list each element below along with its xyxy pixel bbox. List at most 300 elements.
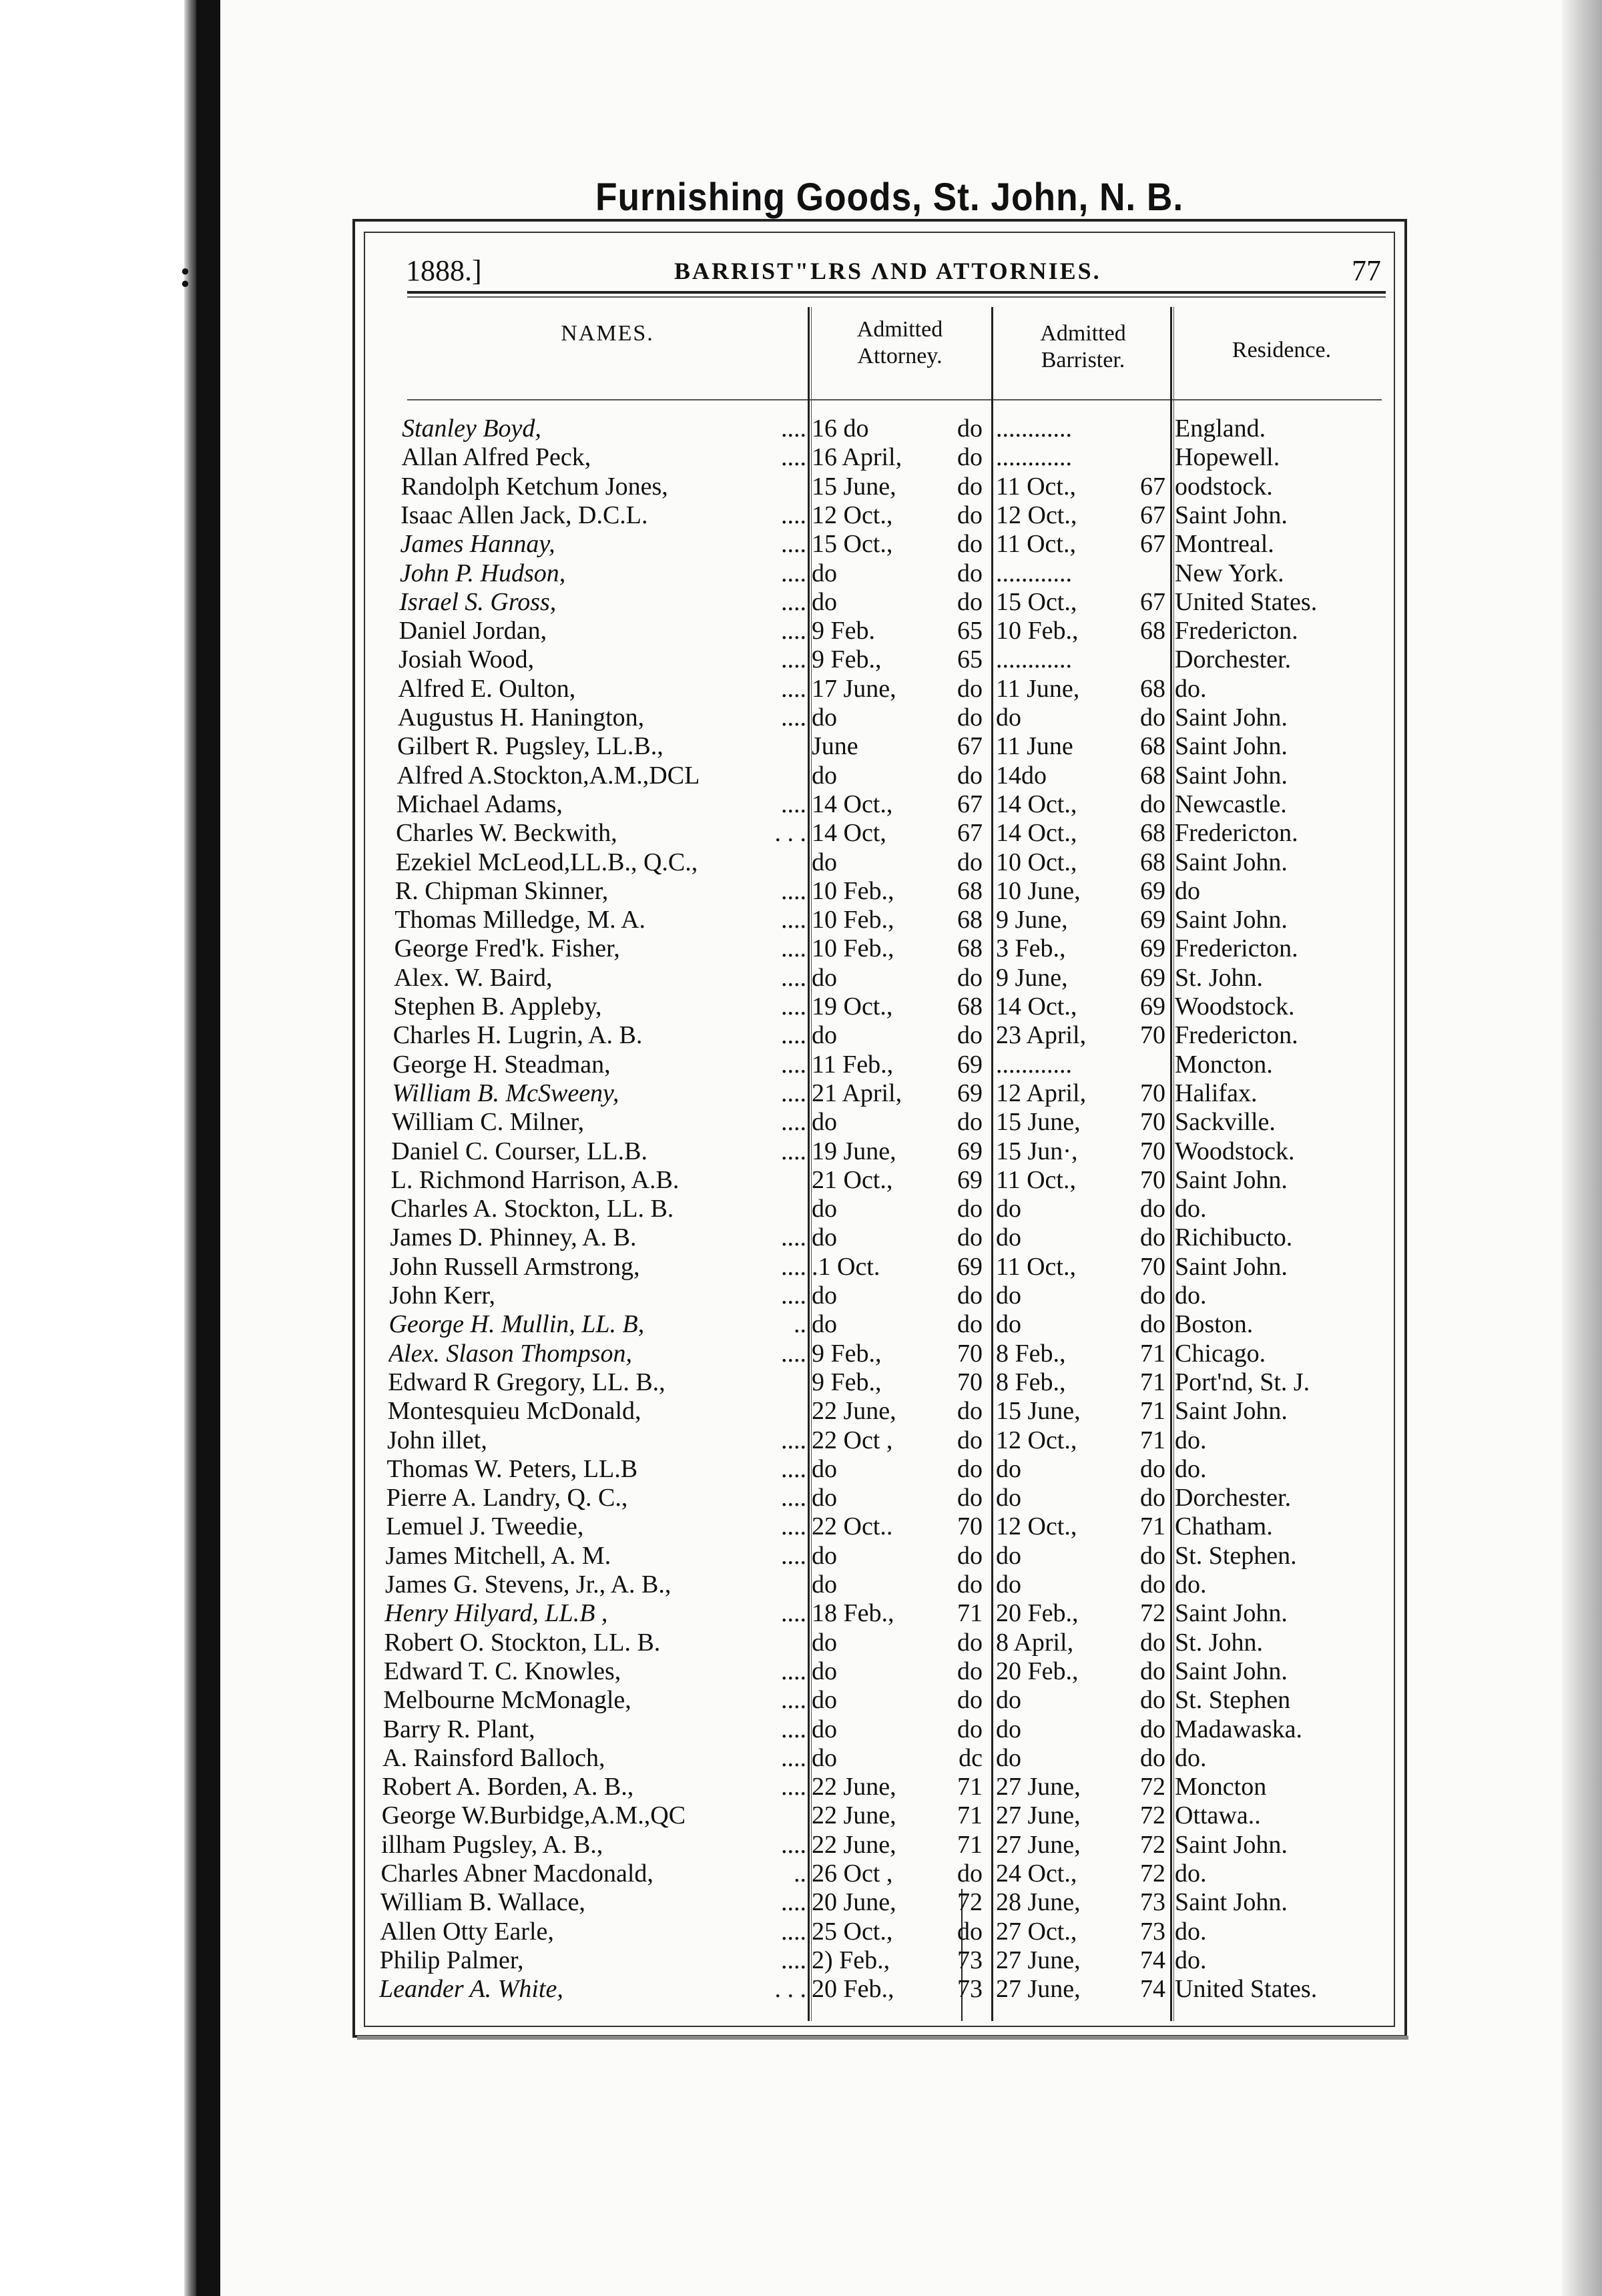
table-row [0, 761, 1602, 790]
attorney-name: Randolph Ketchum Jones, [400, 472, 668, 501]
leader-dots: .... [781, 1512, 806, 1541]
attorney-admission-year: do [957, 1397, 983, 1426]
frame-bottom-rule [357, 2036, 1408, 2040]
attorney-name: John Russell Armstrong, [389, 1252, 640, 1281]
attorney-admission-year: do [957, 1281, 983, 1310]
barrister-admission-date: 10 Oct., [996, 848, 1077, 876]
table-row [0, 1946, 1602, 1975]
attorney-name: Stanley Boyd, [402, 414, 541, 443]
table-row [0, 1512, 1602, 1541]
barrister-admission-date: 28 June, [996, 1888, 1081, 1917]
barrister-admission-year: do [1140, 1570, 1165, 1599]
residence: Saint John. [1175, 906, 1288, 934]
attorney-name: Charles H. Lugrin, A. B. [392, 1021, 643, 1050]
residence: do [1175, 876, 1200, 905]
attorney-admission-date: 20 June, [812, 1888, 896, 1917]
barrister-admission-date: 27 June, [996, 1830, 1081, 1859]
residence: Fredericton. [1175, 934, 1298, 963]
attorney-admission-date: 15 Oct., [812, 530, 893, 559]
table-row [0, 1223, 1602, 1252]
barrister-admission-date: 27 Oct., [996, 1917, 1077, 1946]
table-row [0, 905, 1602, 934]
barrister-admission-date: 27 June, [996, 1946, 1081, 1974]
table-row [0, 1396, 1602, 1426]
attorney-admission-year: do [957, 1195, 983, 1223]
barrister-admission-date: 12 Oct., [996, 501, 1077, 529]
barrister-admission-year: do [1140, 1628, 1165, 1657]
leader-dots: .... [781, 1252, 806, 1281]
attorney-admission-year: do [957, 1223, 983, 1252]
attorney-admission-date: do [812, 1657, 837, 1685]
attorney-admission-year: 71 [957, 1801, 983, 1830]
residence: Halifax. [1175, 1079, 1258, 1107]
barrister-admission-date: ............ [996, 1050, 1072, 1079]
leader-dots: .... [781, 1050, 806, 1079]
attorney-admission-date: do [812, 1570, 837, 1599]
residence: Chatham. [1175, 1512, 1273, 1541]
leader-dots: .... [781, 501, 806, 529]
residence: Dorchester. [1175, 645, 1292, 674]
attorney-admission-year: do [957, 1715, 983, 1743]
table-row [0, 616, 1602, 645]
residence: do. [1175, 1454, 1207, 1483]
barrister-admission-date: 9 June, [996, 963, 1068, 992]
attorney-admission-year: 69 [957, 1079, 983, 1107]
barrister-admission-year: 70 [1140, 1079, 1165, 1107]
residence: Boston. [1175, 1310, 1254, 1339]
table-row [0, 934, 1602, 963]
attorney-admission-date: 9 Feb., [812, 1339, 882, 1368]
attorney-admission-year: do [957, 1108, 983, 1137]
attorney-admission-year: 70 [957, 1368, 983, 1396]
attorney-admission-year: do [957, 1426, 983, 1454]
barrister-admission-date: 20 Feb., [996, 1599, 1079, 1628]
residence: Moncton. [1175, 1050, 1273, 1079]
attorney-admission-date: 19 June, [812, 1137, 896, 1165]
residence: England. [1175, 414, 1266, 443]
barrister-admission-year: 67 [1140, 472, 1165, 501]
barrister-admission-date: 11 Oct., [996, 530, 1076, 559]
attorney-admission-date: do [812, 559, 837, 587]
barrister-admission-year: 68 [1140, 732, 1165, 761]
barrister-admission-date: ............ [996, 645, 1072, 674]
leader-dots: .... [781, 992, 806, 1021]
attorney-name: Robert A. Borden, A. B., [382, 1773, 634, 1801]
barrister-admission-date: 27 June, [996, 1975, 1081, 2004]
page-number: 77 [1352, 254, 1381, 287]
barrister-admission-year: 72 [1140, 1599, 1165, 1628]
attorney-admission-year: do [957, 761, 983, 790]
table-row [0, 1252, 1602, 1281]
attorney-name: John P. Hudson, [399, 559, 566, 587]
attorney-admission-year: do [957, 1454, 983, 1483]
barrister-admission-year: 74 [1140, 1946, 1165, 1974]
attorney-admission-year: do [957, 1657, 983, 1685]
attorney-admission-year: 67 [957, 790, 983, 818]
attorney-admission-year: do [957, 1541, 983, 1570]
attorney-name: John illet, [386, 1426, 487, 1454]
barrister-admission-date: ............ [996, 414, 1072, 443]
residence: do. [1175, 674, 1207, 703]
attorney-name: Michael Adams, [396, 790, 563, 818]
attorney-name: Philip Palmer, [379, 1946, 524, 1974]
attorney-admission-date: 22 June, [812, 1773, 896, 1801]
residence: Saint John. [1175, 1397, 1288, 1426]
barrister-admission-year: 70 [1140, 1252, 1165, 1281]
barrister-admission-date: 12 April, [996, 1079, 1087, 1107]
barrister-admission-year: do [1140, 1310, 1165, 1339]
attorney-admission-date: do [812, 1310, 837, 1339]
leader-dots: .... [781, 906, 806, 934]
table-row [0, 1859, 1602, 1888]
leader-dots: .... [781, 1021, 806, 1050]
residence: Saint John. [1175, 1599, 1288, 1628]
attorney-admission-date: June [812, 732, 858, 761]
barrister-admission-year: do [1140, 1195, 1165, 1223]
barrister-admission-date: 8 Feb., [996, 1368, 1066, 1396]
residence: St. Stephen [1175, 1686, 1291, 1715]
table-row [0, 1426, 1602, 1455]
table-row [0, 1974, 1602, 2004]
attorney-name: William B. Wallace, [380, 1888, 585, 1917]
table-row [0, 472, 1602, 501]
table-row [0, 1599, 1602, 1628]
barrister-admission-year: 72 [1140, 1773, 1165, 1801]
table-row [0, 1685, 1602, 1715]
attorney-name: Leander A. White, [379, 1975, 563, 2004]
barrister-admission-year: 69 [1140, 934, 1165, 963]
attorney-admission-date: 2) Feb., [812, 1946, 890, 1974]
barrister-admission-year: 68 [1140, 674, 1165, 703]
attorney-admission-date: 19 Oct., [812, 992, 893, 1021]
barrister-admission-year: 74 [1140, 1975, 1165, 2004]
barrister-admission-year: do [1140, 1484, 1165, 1512]
attorney-admission-date: 18 Feb., [812, 1599, 894, 1628]
attorney-name: George W.Burbidge,A.M.,QC [381, 1801, 686, 1830]
barrister-admission-date: do [996, 1454, 1021, 1483]
attorney-admission-date: 11 Feb., [812, 1050, 894, 1079]
leader-dots: .... [781, 703, 806, 732]
table-row [0, 1368, 1602, 1397]
table-row [0, 848, 1602, 877]
residence: do. [1175, 1946, 1207, 1974]
barrister-admission-year: 68 [1140, 819, 1165, 848]
leader-dots: .... [781, 617, 806, 645]
barrister-admission-year: do [1140, 1541, 1165, 1570]
barrister-admission-year: 70 [1140, 1137, 1165, 1165]
attorney-admission-date: do [812, 1223, 837, 1252]
table-row [0, 1107, 1602, 1137]
attorney-admission-year: 65 [957, 617, 983, 645]
barrister-admission-date: do [996, 1223, 1021, 1252]
barrister-admission-date: do [996, 1743, 1021, 1772]
attorney-admission-date: 20 Feb., [812, 1975, 894, 2004]
attorney-admission-date: 26 Oct , [812, 1859, 893, 1888]
table-row [0, 1454, 1602, 1484]
attorney-name: Edward T. C. Knowles, [383, 1657, 621, 1685]
barrister-admission-year: 69 [1140, 992, 1165, 1021]
attorney-admission-year: 69 [957, 1165, 983, 1194]
barrister-admission-date: do [996, 1195, 1021, 1223]
attorney-admission-year: 73 [957, 1975, 983, 2004]
attorney-admission-year: 71 [957, 1830, 983, 1859]
residence: Chicago. [1175, 1339, 1266, 1368]
attorney-name: Alex. W. Baird, [394, 963, 553, 992]
barrister-admission-date: 14 Oct., [996, 819, 1077, 848]
attorney-admission-year: do [957, 1021, 983, 1050]
attorney-name: Daniel C. Courser, LL.B. [391, 1137, 647, 1165]
table-row [0, 559, 1602, 588]
barrister-admission-year: 70 [1140, 1108, 1165, 1137]
table-row [0, 703, 1602, 732]
residence: Newcastle. [1175, 790, 1287, 818]
leader-dots: .... [781, 790, 806, 818]
attorney-admission-date: do [812, 963, 837, 992]
attorney-name: illham Pugsley, A. B., [381, 1830, 603, 1859]
attorney-admission-year: do [957, 1570, 983, 1599]
attorney-admission-date: do [812, 1021, 837, 1050]
column-header-names: NAMES. [561, 321, 654, 346]
attorney-admission-year: 65 [957, 645, 983, 674]
barrister-admission-year: 67 [1140, 501, 1165, 529]
barrister-admission-date: 12 Oct., [996, 1512, 1077, 1541]
barrister-admission-date: 24 Oct., [996, 1859, 1077, 1888]
attorney-admission-year: do [957, 530, 983, 559]
table-row [0, 1281, 1602, 1310]
table-row [0, 1339, 1602, 1368]
attorney-admission-year: 69 [957, 1252, 983, 1281]
residence: Woodstock. [1175, 992, 1295, 1021]
residence: do. [1175, 1743, 1207, 1772]
header-rule-thin [407, 296, 1386, 298]
attorney-admission-date: 16 do [812, 414, 869, 443]
leader-dots: .... [781, 934, 806, 963]
residence: Saint John. [1175, 848, 1288, 876]
table-row [0, 1888, 1602, 1917]
residence: do. [1175, 1570, 1207, 1599]
barrister-admission-date: 11 Oct., [996, 1165, 1076, 1194]
barrister-admission-year: 69 [1140, 963, 1165, 992]
residence: do. [1175, 1859, 1207, 1888]
attorney-admission-date: 9 Feb., [812, 1368, 882, 1396]
residence: Fredericton. [1175, 1021, 1298, 1050]
column-header-residence: Residence. [1232, 338, 1332, 362]
attorney-admission-date: do [812, 1108, 837, 1137]
attorney-name: Thomas W. Peters, LL.B [386, 1454, 638, 1483]
attorney-name: Thomas Milledge, M. A. [394, 906, 646, 934]
barrister-admission-date: do [996, 1686, 1021, 1715]
attorney-admission-year: 69 [957, 1050, 983, 1079]
attorney-admission-date: 22 June, [812, 1397, 896, 1426]
barrister-admission-date: 10 June, [996, 876, 1081, 905]
attorney-name: Daniel Jordan, [398, 617, 547, 645]
barrister-admission-year: do [1140, 790, 1165, 818]
barrister-admission-date: 8 April, [996, 1628, 1074, 1657]
table-row [0, 790, 1602, 819]
attorney-name: Edward R Gregory, LL. B., [388, 1368, 665, 1396]
attorney-admission-year: do [957, 674, 983, 703]
attorney-name: Allan Alfred Peck, [401, 443, 591, 472]
attorney-admission-year: do [957, 1917, 983, 1946]
attorney-name: George Fred'k. Fisher, [394, 934, 620, 963]
attorney-admission-date: do [812, 1195, 837, 1223]
attorney-admission-year: 68 [957, 876, 983, 905]
leader-dots: .... [781, 1079, 806, 1107]
residence: Saint John. [1175, 1165, 1288, 1194]
barrister-admission-year: 68 [1140, 617, 1165, 645]
leader-dots: .. [794, 1310, 806, 1339]
table-row [0, 732, 1602, 761]
column-header-attorney-line1: Admitted [856, 317, 943, 342]
leader-dots: .... [781, 1223, 806, 1252]
attorney-admission-date: do [812, 1715, 837, 1743]
leader-dots: .... [781, 645, 806, 674]
attorney-admission-date: 22 Oct , [812, 1426, 893, 1454]
leader-dots: .... [781, 1541, 806, 1570]
table-row [0, 963, 1602, 992]
column-header-attorney [810, 316, 990, 370]
barrister-admission-year: 72 [1140, 1859, 1165, 1888]
attorney-admission-date: 9 Feb., [812, 645, 882, 674]
leader-dots: .... [781, 1830, 806, 1859]
attorney-name: Robert O. Stockton, LL. B. [384, 1628, 661, 1657]
attorney-admission-year: 71 [957, 1599, 983, 1628]
barrister-admission-year: do [1140, 1743, 1165, 1772]
barrister-admission-year: do [1140, 1686, 1165, 1715]
attorney-admission-year: do [957, 501, 983, 529]
leader-dots: .. [794, 1859, 806, 1888]
residence: St. Stephen. [1175, 1541, 1297, 1570]
residence: United States. [1175, 1975, 1318, 2004]
leader-dots: .... [781, 1888, 806, 1917]
barrister-admission-date: do [996, 1310, 1021, 1339]
residence: Richibucto. [1175, 1223, 1293, 1252]
attorney-name: Alex. Slason Thompson, [388, 1339, 633, 1368]
attorney-admission-year: 69 [957, 1137, 983, 1165]
barrister-admission-year: do [1140, 1454, 1165, 1483]
barrister-admission-year: do [1140, 1281, 1165, 1310]
table-row [0, 1657, 1602, 1686]
barrister-admission-date: ............ [996, 443, 1072, 472]
table-row [0, 1079, 1602, 1108]
attorney-admission-date: 21 April, [812, 1079, 902, 1107]
barrister-admission-year: 69 [1140, 906, 1165, 934]
attorney-admission-date: do [812, 848, 837, 876]
table-row [0, 1194, 1602, 1223]
attorney-admission-year: do [957, 1310, 983, 1339]
barrister-admission-year: 71 [1140, 1368, 1165, 1396]
attorney-admission-year: do [957, 963, 983, 992]
barrister-admission-year: 72 [1140, 1801, 1165, 1830]
barrister-admission-year: do [1140, 1657, 1165, 1685]
attorney-admission-date: 17 June, [812, 674, 896, 703]
attorney-admission-date: do [812, 1743, 837, 1772]
residence: Dorchester. [1175, 1484, 1292, 1512]
barrister-admission-year: 67 [1140, 530, 1165, 559]
attorney-name: Charles W. Beckwith, [396, 819, 617, 848]
barrister-admission-year: do [1140, 1715, 1165, 1743]
attorney-admission-year: 67 [957, 819, 983, 848]
residence: Ottawa.. [1175, 1801, 1261, 1830]
barrister-admission-year: 71 [1140, 1339, 1165, 1368]
barrister-admission-date: do [996, 1570, 1021, 1599]
attorney-admission-year: 72 [957, 1888, 983, 1917]
attorney-admission-date: do [812, 1454, 837, 1483]
table-row [0, 1830, 1602, 1859]
attorney-admission-year: do [957, 1859, 983, 1888]
table-row [0, 674, 1602, 703]
table-row [0, 1137, 1602, 1166]
page-year: 1888.] [406, 254, 482, 287]
barrister-admission-date: 9 June, [996, 906, 1068, 934]
residence: St. John. [1175, 963, 1263, 992]
attorney-admission-date: 21 Oct., [812, 1165, 893, 1194]
leader-dots: .... [781, 1484, 806, 1512]
barrister-admission-date: 10 Feb., [996, 617, 1079, 645]
attorney-name: Isaac Allen Jack, D.C.L. [400, 501, 648, 529]
leader-dots: .... [781, 1686, 806, 1715]
barrister-admission-year: 69 [1140, 876, 1165, 905]
table-row [0, 1628, 1602, 1657]
attorney-admission-date: 15 June, [812, 472, 896, 501]
barrister-admission-date: 11 Oct., [996, 1252, 1076, 1281]
attorney-name: William C. Milner, [391, 1108, 585, 1137]
barrister-admission-year: 71 [1140, 1397, 1165, 1426]
leader-dots: .... [781, 1599, 806, 1628]
leader-dots: .... [781, 414, 806, 443]
attorney-name: Augustus H. Hanington, [397, 703, 645, 732]
barrister-admission-date: do [996, 1715, 1021, 1743]
barrister-admission-date: 12 Oct., [996, 1426, 1077, 1454]
table-row [0, 1541, 1602, 1570]
attorney-name: Henry Hilyard, LL.B , [384, 1599, 608, 1628]
leader-dots: .... [781, 1946, 806, 1974]
attorney-admission-year: do [957, 1484, 983, 1512]
attorney-name: James Mitchell, A. M. [385, 1541, 611, 1570]
attorney-admission-year: do [957, 472, 983, 501]
attorney-admission-year: do [957, 414, 983, 443]
attorney-admission-year: 68 [957, 934, 983, 963]
attorney-admission-year: 67 [957, 732, 983, 761]
table-row [0, 1050, 1602, 1079]
attorney-admission-year: do [957, 443, 983, 472]
residence: Moncton [1175, 1773, 1267, 1801]
column-header-barrister-line2: Barrister. [1041, 348, 1125, 372]
left-page-fragment: : [179, 252, 192, 295]
leader-dots: .... [781, 1657, 806, 1685]
attorney-name: Montesquieu McDonald, [387, 1397, 641, 1426]
residence: Saint John. [1175, 1888, 1288, 1917]
column-header-barrister-line1: Admitted [1040, 321, 1126, 346]
residence: Port'nd, St. J. [1175, 1368, 1310, 1396]
attorney-name: Allen Otty Earle, [380, 1917, 554, 1946]
residence: Hopewell. [1175, 443, 1280, 472]
leader-dots: .... [781, 1108, 806, 1137]
leader-dots: . . . [774, 1975, 806, 2004]
leader-dots: .... [781, 1743, 806, 1772]
table-row [0, 1801, 1602, 1830]
attorney-admission-date: 12 Oct., [812, 501, 893, 529]
barrister-admission-date: 11 June [996, 732, 1073, 761]
attorney-name: George H. Steadman, [392, 1050, 611, 1079]
barrister-admission-date: do [996, 1484, 1021, 1512]
attorney-admission-year: 70 [957, 1512, 983, 1541]
attorney-name: John Kerr, [389, 1281, 495, 1310]
attorney-name: Stephen B. Appleby, [393, 992, 602, 1021]
attorney-name: R. Chipman Skinner, [394, 876, 609, 905]
attorney-admission-year: do [957, 1686, 983, 1715]
residence: Madawaska. [1175, 1715, 1302, 1743]
